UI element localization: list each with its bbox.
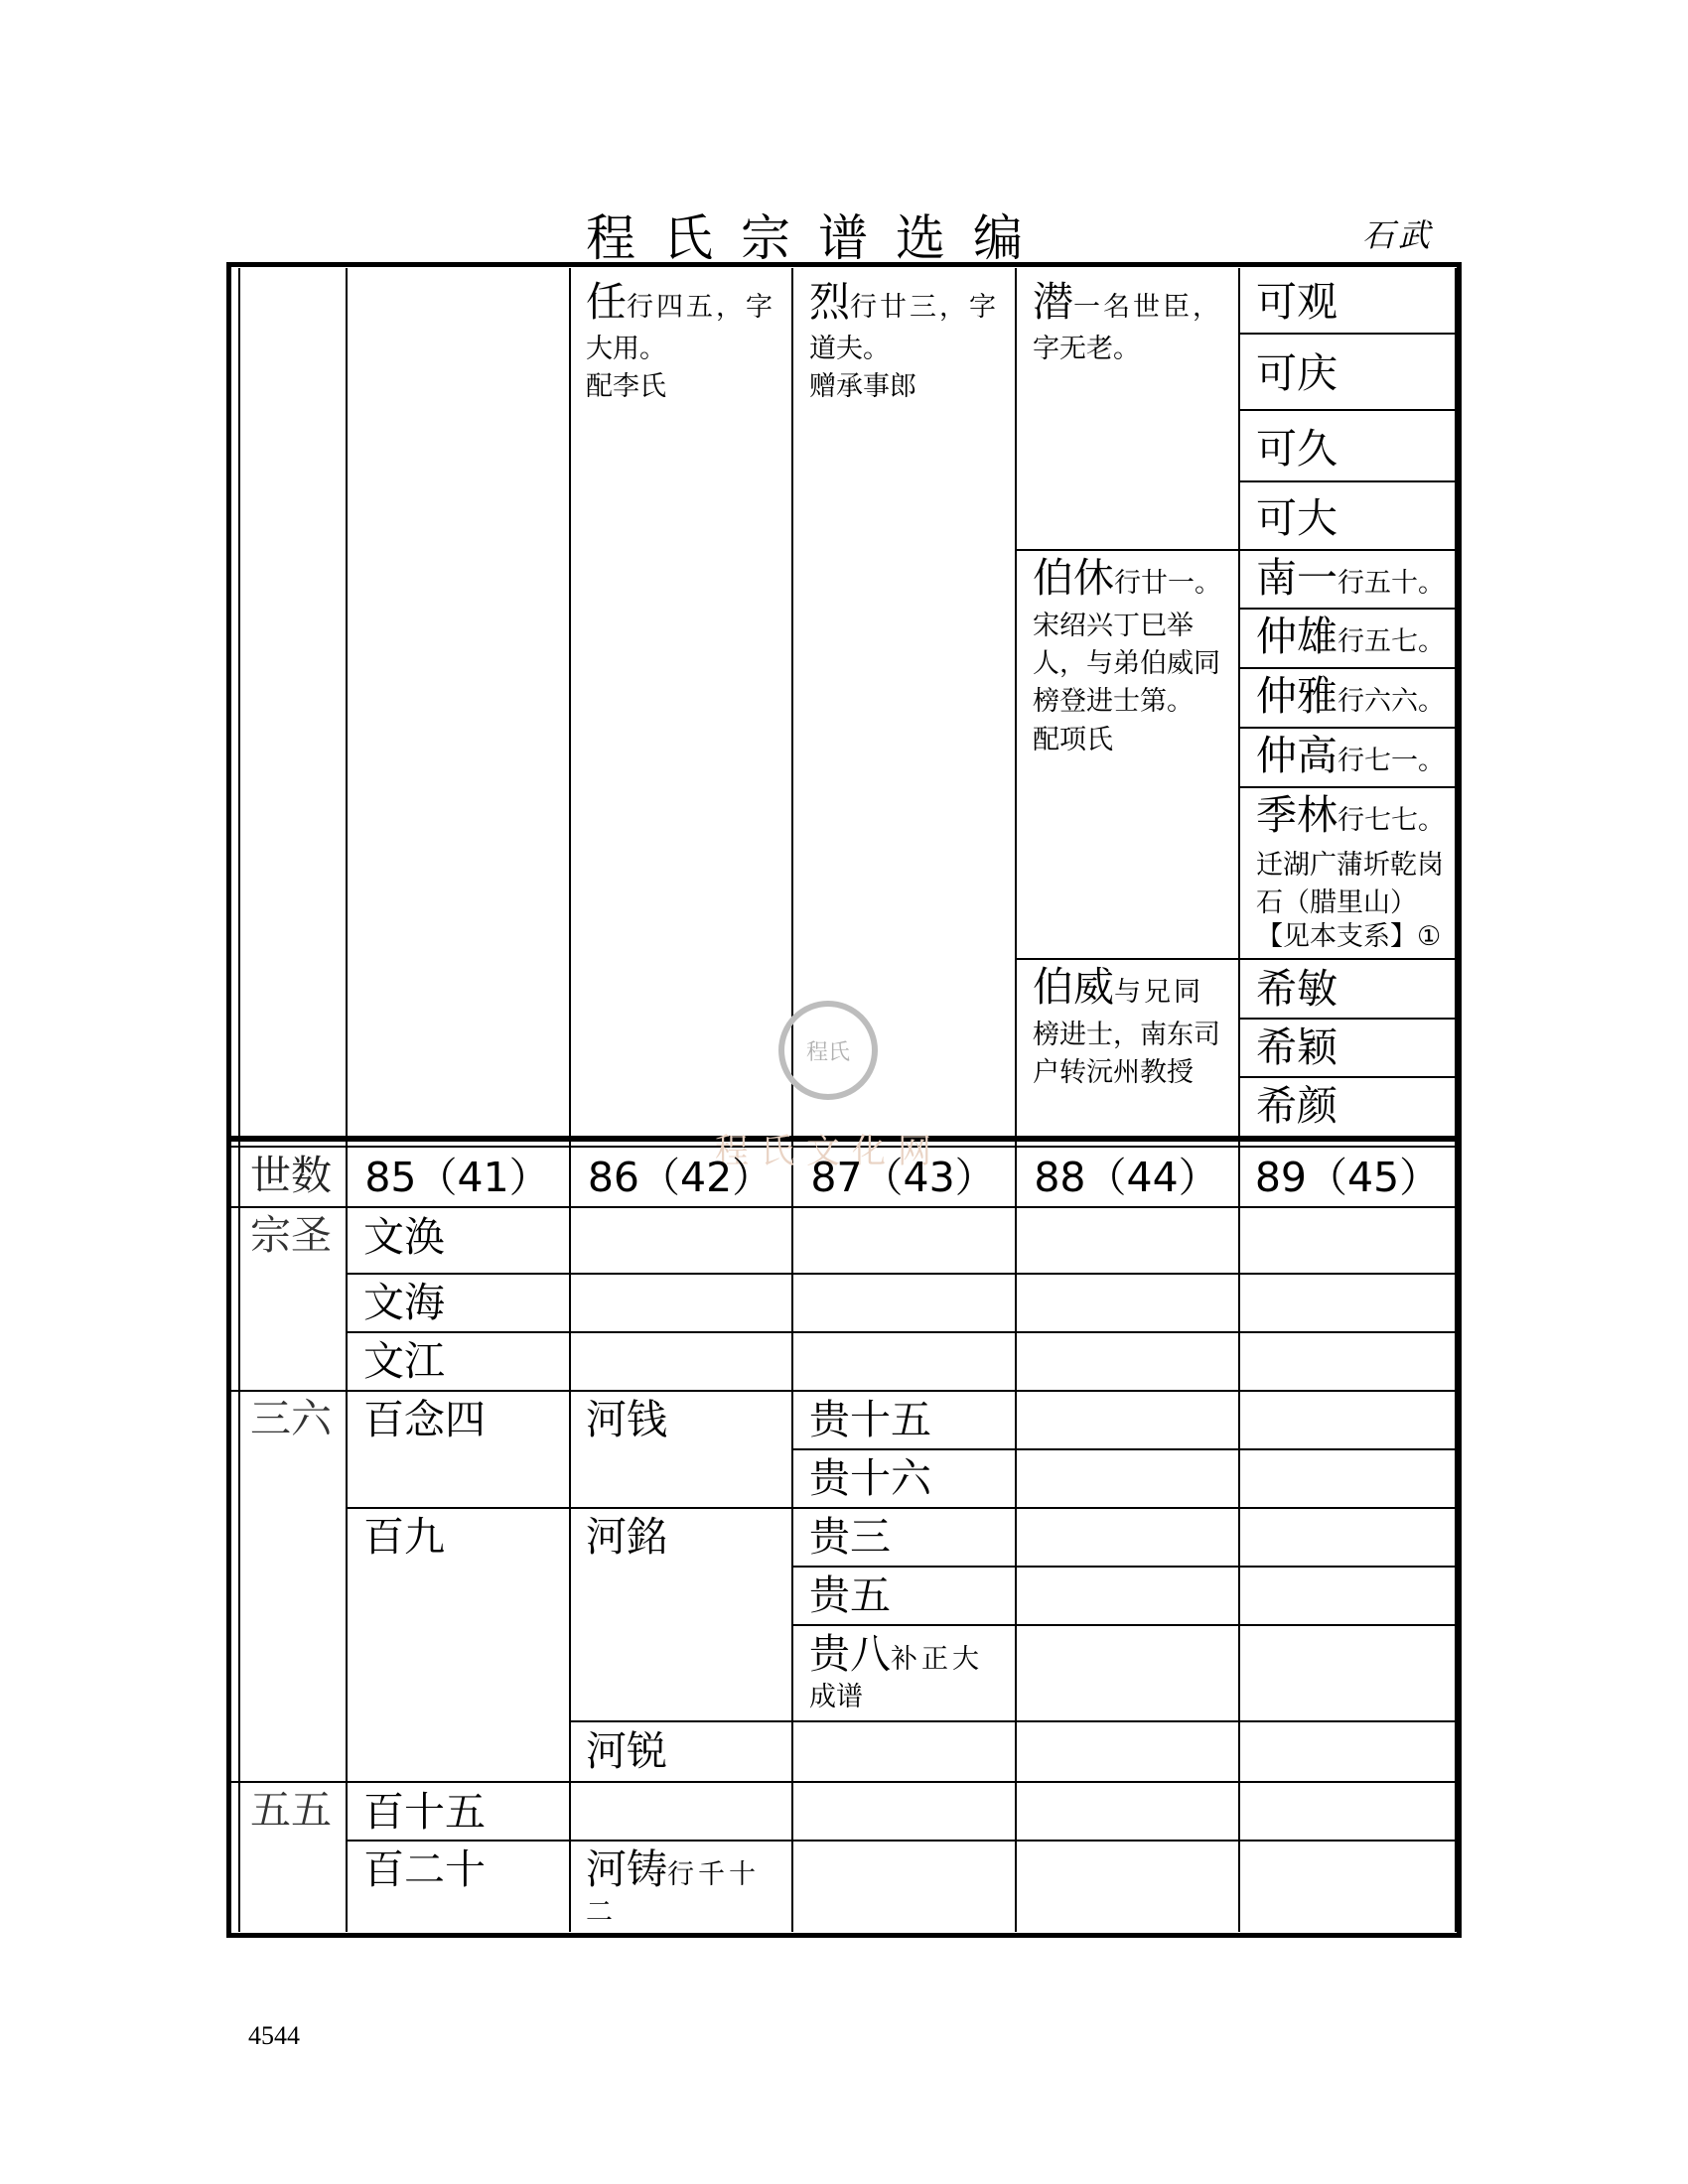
grid-line	[230, 1390, 1458, 1392]
person-note: 行七七。	[1337, 805, 1445, 836]
generation-number: 89（45）	[1254, 1154, 1441, 1201]
person-name: 伯休	[1033, 554, 1114, 602]
spouse-note: 配李氏	[586, 371, 666, 402]
entry-son	[1256, 613, 1445, 660]
grid-line	[346, 268, 348, 1932]
migration-note: 迁湖广蒲圻乾岗石（腊里山）	[1256, 850, 1444, 918]
entry-son	[1256, 672, 1445, 720]
person-name: 文涣	[363, 1213, 445, 1261]
grid-line	[1238, 1018, 1457, 1020]
entry-ren	[586, 278, 775, 326]
entry-bowei	[1033, 963, 1203, 1011]
person-note: 字无老。	[1033, 334, 1140, 364]
watermark-seal: 程氏	[778, 1001, 878, 1100]
grid-line	[1238, 268, 1240, 1932]
entry-son	[1256, 554, 1445, 602]
person-name: 百九	[363, 1513, 445, 1561]
grid-line	[1238, 786, 1457, 788]
person-name: 烈	[809, 278, 850, 326]
generation-number: 88（44）	[1034, 1154, 1219, 1201]
person-name: 可观	[1256, 278, 1337, 326]
page-title: 程氏宗谱选编	[586, 209, 1051, 267]
person-name: 贵十六	[809, 1454, 931, 1502]
person-name: 文海	[363, 1279, 445, 1326]
person-note: 与兄同	[1114, 977, 1203, 1008]
person-note: 二	[586, 1897, 613, 1928]
entry-son	[1256, 732, 1445, 779]
grid-line	[1015, 549, 1457, 551]
generation-number: 87（43）	[810, 1154, 996, 1201]
grid-line	[346, 1507, 1458, 1509]
person-name: 百二十	[363, 1845, 486, 1893]
watermark-text: 程氏文化网	[715, 1132, 943, 1171]
person-name: 河銘	[586, 1513, 667, 1561]
generation-number: 86（42）	[587, 1154, 774, 1201]
person-name: 希颜	[1256, 1082, 1337, 1130]
person-note: 一名世臣，	[1073, 292, 1222, 323]
entry-hezhu	[586, 1845, 760, 1893]
person-name: 百十五	[363, 1788, 486, 1836]
person-note: 行五十。	[1337, 568, 1445, 599]
branch-label: 三六	[250, 1395, 332, 1442]
cross-reference: 【见本支系】①	[1256, 921, 1442, 952]
grid-line	[238, 268, 240, 1932]
grid-line	[791, 1624, 1457, 1626]
person-name: 贵八	[809, 1630, 891, 1678]
grid-line	[230, 1206, 1458, 1208]
person-note: 成谱	[809, 1682, 863, 1712]
person-note: 补正大	[891, 1644, 983, 1675]
grid-line	[569, 1720, 1457, 1722]
grid-line	[1238, 608, 1457, 610]
person-name: 百念四	[363, 1396, 486, 1443]
person-name: 南一	[1256, 554, 1337, 602]
grid-line	[1238, 480, 1457, 482]
entry-son	[1256, 791, 1445, 839]
grid-line	[346, 1331, 1458, 1333]
grid-line	[1015, 958, 1457, 960]
person-name: 希敏	[1256, 965, 1337, 1013]
person-name: 河钱	[586, 1396, 667, 1443]
person-name: 任	[586, 278, 627, 326]
person-name: 伯威	[1033, 963, 1114, 1011]
person-name: 可大	[1256, 494, 1337, 542]
person-name: 仲雄	[1256, 613, 1337, 660]
person-note: 行廿一。	[1114, 568, 1221, 599]
person-note: 行五七。	[1337, 626, 1445, 657]
honor-note: 赠承事郎	[809, 371, 916, 402]
person-note: 道夫。	[809, 334, 890, 364]
person-name: 河锐	[586, 1727, 667, 1775]
grid-line	[230, 1781, 1458, 1783]
grid-line	[1455, 268, 1457, 1932]
grid-line	[569, 268, 571, 1932]
spouse-note: 配项氏	[1033, 725, 1113, 755]
grid-line	[1238, 1076, 1457, 1078]
grid-line	[346, 1273, 1458, 1275]
entry-guiba	[809, 1630, 983, 1678]
grid-line	[791, 1448, 1457, 1450]
person-note: 行七一。	[1337, 746, 1445, 776]
volume-label: 石武	[1362, 216, 1435, 254]
grid-line	[791, 1566, 1457, 1568]
person-note: 大用。	[586, 334, 666, 364]
generation-number: 85（41）	[364, 1154, 550, 1201]
generation-label: 世数	[250, 1152, 332, 1199]
person-name: 贵五	[809, 1571, 891, 1619]
grid-line	[346, 1840, 1458, 1842]
page-number: 4544	[248, 2021, 300, 2050]
person-name: 仲雅	[1256, 672, 1337, 720]
person-note: 榜进士，南东司户转沅州教授	[1033, 1020, 1220, 1088]
entry-qian	[1033, 278, 1222, 326]
person-name: 贵十五	[809, 1396, 931, 1443]
grid-line	[1238, 727, 1457, 729]
grid-line	[1238, 667, 1457, 669]
entry-lie	[809, 278, 999, 326]
grid-line	[1238, 409, 1457, 411]
person-name: 河铸	[586, 1845, 667, 1893]
person-note: 行四五，字	[627, 292, 775, 323]
entry-boxiu	[1033, 554, 1221, 602]
person-name: 潜	[1033, 278, 1073, 326]
person-note: 行廿三，字	[850, 292, 999, 323]
person-name: 文江	[363, 1337, 445, 1385]
branch-label: 宗圣	[250, 1211, 332, 1259]
person-name: 季林	[1256, 791, 1337, 839]
person-name: 仲高	[1256, 732, 1337, 779]
person-note: 行千十	[667, 1859, 760, 1890]
grid-line	[791, 268, 793, 1932]
grid-line	[1238, 333, 1457, 335]
person-name: 可久	[1256, 425, 1337, 473]
person-note: 行六六。	[1337, 686, 1445, 717]
person-name: 贵三	[809, 1513, 891, 1561]
person-name: 可庆	[1256, 349, 1337, 397]
branch-label: 五五	[250, 1786, 332, 1834]
grid-line	[1015, 268, 1017, 1932]
person-name: 希颖	[1256, 1024, 1337, 1071]
person-note: 宋绍兴丁巳举人，与弟伯威同榜登进士第。	[1033, 611, 1220, 717]
